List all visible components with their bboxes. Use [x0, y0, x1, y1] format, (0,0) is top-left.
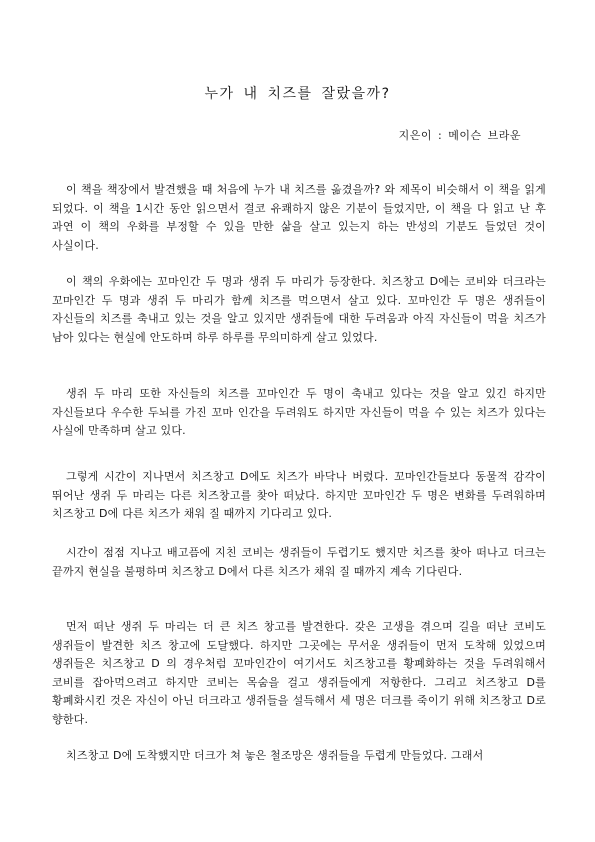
paragraph: 이 책을 책장에서 발견했을 때 처음에 누가 내 치즈를 옮겼을까? 와 제목이 비슷해서 이 책을 읽게 되었다. 이 책을 1시간 동안 읽으면서 결코 유쾌하지 않은 기분이 들었지만, 이 책을 다 읽고 난 후 과연 이 책의 우화를 부정할 수 있을 만한 삶을 살고 있는지 하는 반성의 기분도 들었던 것이 사실이다. — [52, 183, 546, 252]
paragraph-4-block — [52, 468, 546, 524]
paragraph-3-block — [52, 385, 546, 441]
paragraph-2-block — [52, 273, 546, 347]
paragraph-5-block — [52, 544, 546, 581]
paragraph: 그렇게 시간이 지나면서 치즈창고 D에도 치즈가 바닥나 버렸다. 꼬마인간들보다 동물적 감각이 뛰어난 생쥐 두 마리는 다른 치즈창고를 찾아 떠났다. 하지만 꼬마인간 두 명은 변화를 두려워하며 치즈창고 D에 다른 치즈가 채워 질 때까지 기다리고 있다. — [52, 470, 546, 520]
paragraph: 치즈창고 D에 도착했지만 더크가 쳐 놓은 철조망은 생쥐들을 두렵게 만들었다. 그래서 — [66, 749, 484, 762]
paragraph-1-block — [52, 181, 546, 255]
paragraph: 생쥐 두 마리 또한 자신들의 치즈를 꼬마인간 두 명이 축내고 있다는 것을 알고 있긴 하지만 자신들보다 우수한 두뇌를 가진 꼬마 인간을 두려워도 하지만 자신들이 먹을 수 있는 치즈가 있다는 사실에 만족하며 살고 있다. — [52, 387, 546, 437]
paragraph-7-block — [52, 747, 546, 766]
document-title: 누가 내 치즈를 잘랐을까? — [204, 86, 391, 103]
author-line: 지은이 : 메이슨 브라운 — [398, 129, 521, 142]
paragraph: 먼저 떠난 생쥐 두 마리는 더 큰 치즈 창고를 발견한다. 갖은 고생을 겪으며 길을 떠난 코비도 생쥐들이 발견한 치즈 창고에 도달했다. 하지만 그곳에는 무서운 생쥐들이 먼저 도착해 있었으며 생쥐들은 치즈창고 D 의 경우처럼 꼬마인간이 여기서도 치즈창고를 황폐화하는 것을 두려워해서 코비를 잡아먹으려고 하지만 코비는 목숨을 걸고 생쥐들에게 저항한다. 그리고 치즈창고 D를 황폐화시킨 것은 자신이 아닌 더크라고 생쥐들을 설득해서 세 명은 더크를 죽이기 위해 치즈창고 D로 향한다. — [52, 620, 546, 726]
paragraph-6-block — [52, 618, 546, 729]
paragraph: 이 책의 우화에는 꼬마인간 두 명과 생쥐 두 마리가 등장한다. 치즈창고 D에는 코비와 더크라는 꼬마인간 두 명과 생쥐 두 마리가 함께 치즈를 먹으면서 살고 있다. 꼬마인간 두 명은 생쥐들이 자신들의 치즈를 축내고 있는 것을 알고 있지만 생쥐들에 대한 두려움과 아직 자신들이 먹을 치즈가 남아 있다는 현실에 안도하며 하루 하루를 무의미하게 살고 있었다. — [52, 275, 546, 344]
paragraph: 시간이 점점 지나고 배고픔에 지친 코비는 생쥐들이 두렵기도 했지만 치즈를 찾아 떠나고 더크는 끝까지 현실을 불평하며 치즈창고 D에서 다른 치즈가 채워 질 때까지 계속 기다린다. — [52, 546, 546, 578]
